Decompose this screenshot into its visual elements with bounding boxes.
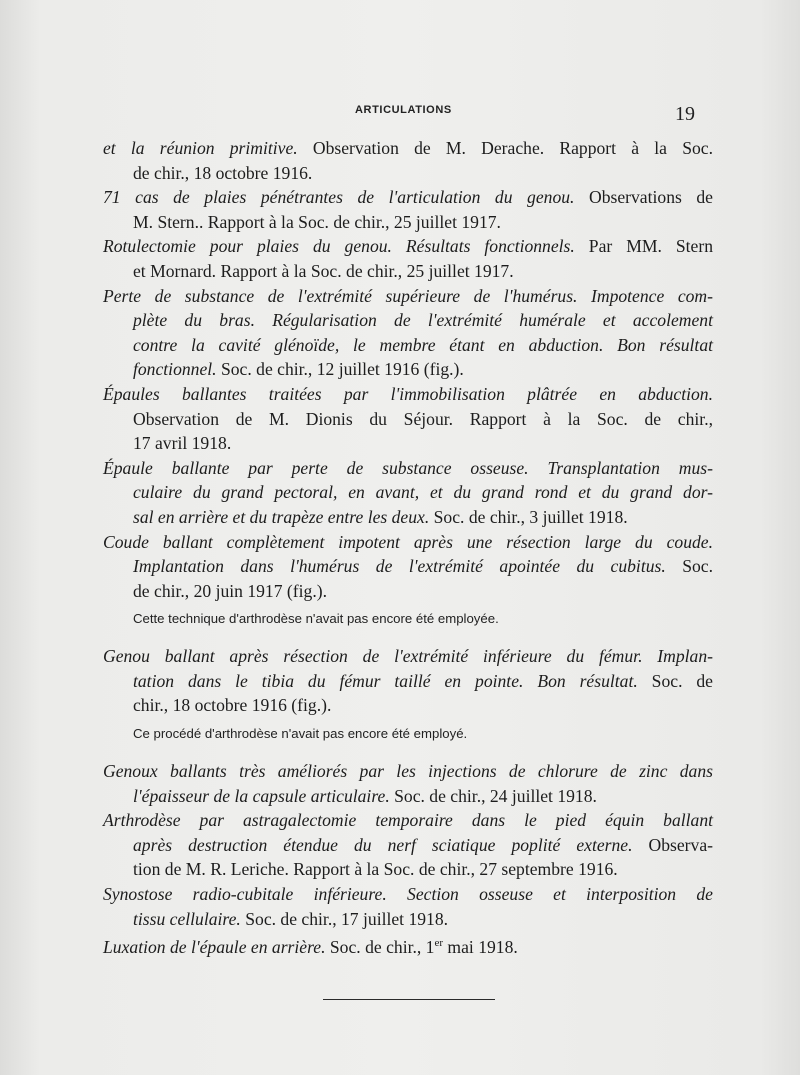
entry-line: contre la cavité glénoïde, le membre étant en abduction. Bon résultat	[133, 334, 713, 355]
entry-line: Implantation dans l'humérus de l'extrémité apointée du cubitus. Soc.	[133, 556, 714, 577]
entry-line: sal en arrière et du trapèze entre les deux. Soc. de chir., 3 juillet 1918.	[133, 506, 628, 527]
entry-line: plète du bras. Régularisation de l'extrémité humérale et accolement	[133, 310, 713, 331]
entry-line: Épaule ballante par perte de substance osseuse. Transplantation mus-	[103, 457, 713, 478]
entry-line: de chir., 20 juin 1917 (fig.).	[133, 580, 327, 601]
entry-line: chir., 18 octobre 1916 (fig.).	[133, 695, 332, 716]
bibliography-entry	[103, 530, 713, 604]
entry-line: tissu cellulaire. Soc. de chir., 17 juillet 1918.	[133, 908, 449, 929]
entry-line: Arthrodèse par astragalectomie temporaire dans le pied équin ballant	[103, 810, 713, 831]
bibliography-entry	[103, 644, 713, 718]
entry-line: de chir., 18 octobre 1916.	[133, 162, 313, 183]
entry-line: tion de M. R. Leriche. Rapport à la Soc. de chir., 27 septembre 1916.	[133, 859, 618, 880]
bibliography-entry	[103, 808, 713, 882]
entry-line: Genou ballant après résection de l'extrémité inférieure du fémur. Implan-	[103, 646, 713, 667]
entry-line: Luxation de l'épaule en arrière. Soc. de chir., 1er mai 1918.	[103, 937, 518, 958]
bibliography-list	[103, 136, 713, 960]
entry-line: après destruction étendue du nerf sciatique poplité externe. Observa-	[133, 834, 713, 855]
running-head: ARTICULATIONS	[355, 104, 452, 116]
bibliography-entry	[103, 136, 713, 185]
bibliography-entry	[103, 284, 713, 382]
entry-line: l'épaisseur de la capsule articulaire. Soc. de chir., 24 juillet 1918.	[133, 785, 597, 806]
page-number: 19	[675, 103, 695, 125]
entry-line: et la réunion primitive. Observation de M. Derache. Rapport à la Soc.	[103, 138, 713, 158]
bibliography-entry	[103, 234, 713, 283]
end-rule	[323, 999, 495, 1000]
page-header	[0, 103, 800, 127]
bibliography-entry	[103, 382, 713, 456]
entry-line: 17 avril 1918.	[133, 433, 232, 454]
bibliography-entry	[103, 759, 713, 808]
entry-line: Rotulectomie pour plaies du genou. Résultats fonctionnels. Par MM. Stern	[103, 236, 713, 257]
entry-line: 71 cas de plaies pénétrantes de l'articulation du genou. Observations de	[103, 187, 713, 208]
entry-line: Perte de substance de l'extrémité supérieure de l'humérus. Impotence com-	[103, 285, 713, 306]
entry-line: fonctionnel. Soc. de chir., 12 juillet 1916 (fig.).	[133, 359, 464, 380]
bibliography-entry	[103, 185, 713, 234]
bibliography-entry	[103, 882, 713, 931]
entry-line: culaire du grand pectoral, en avant, et du grand rond et du grand dor-	[133, 482, 713, 503]
entry-note: Ce procédé d'arthrodèse n'avait pas encore été employé.	[133, 726, 468, 742]
entry-line: tation dans le tibia du fémur taillé en pointe. Bon résultat. Soc. de	[133, 670, 713, 691]
entry-line: Épaules ballantes traitées par l'immobilisation plâtrée en abduction.	[103, 383, 713, 404]
entry-line: Coude ballant complètement impotent après une résection large du coude.	[103, 531, 713, 552]
entry-line: Genoux ballants très améliorés par les injections de chlorure de zinc dans	[103, 761, 713, 782]
entry-note: Cette technique d'arthrodèse n'avait pas encore été employée.	[133, 611, 499, 627]
bibliography-entry	[103, 931, 713, 959]
entry-line: Synostose radio-cubitale inférieure. Section osseuse et interposition de	[103, 884, 713, 905]
entry-line: Observation de M. Dionis du Séjour. Rapport à la Soc. de chir.,	[133, 408, 713, 429]
entry-line: et Mornard. Rapport à la Soc. de chir., 25 juillet 1917.	[133, 260, 514, 281]
bibliography-entry	[103, 456, 713, 530]
entry-line: M. Stern.. Rapport à la Soc. de chir., 25 juillet 1917.	[133, 211, 501, 232]
